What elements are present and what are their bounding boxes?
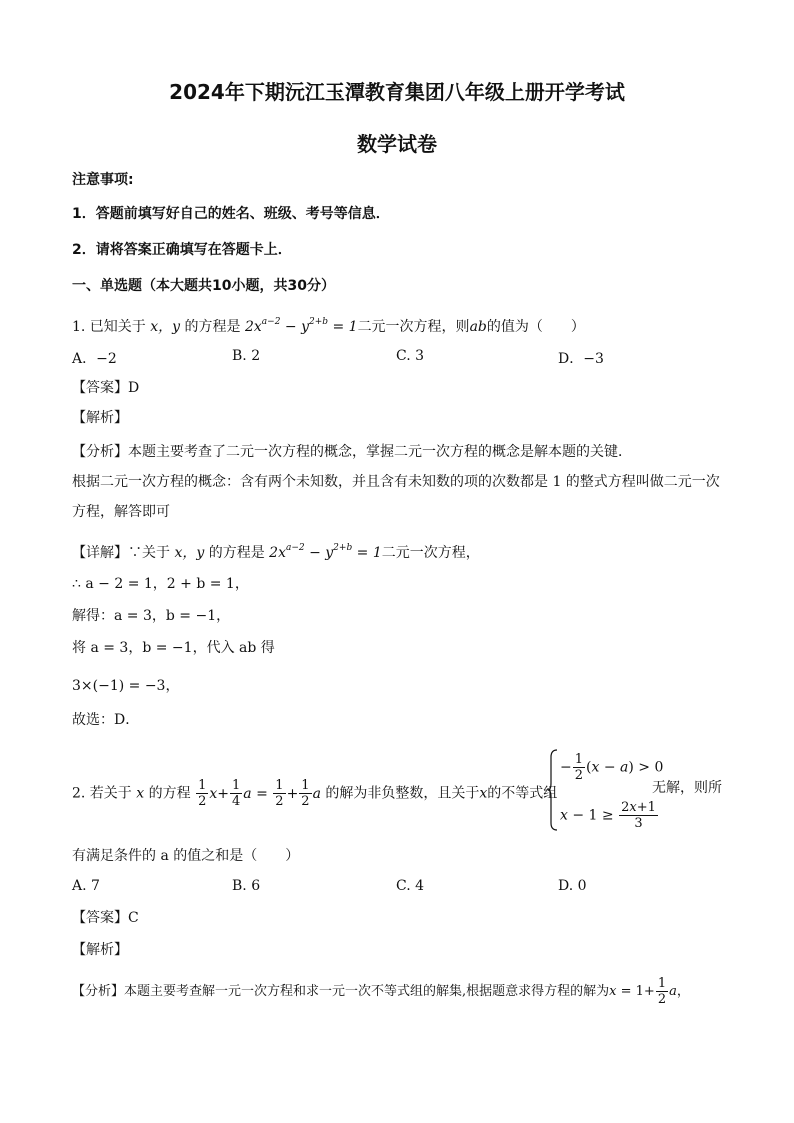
question-2-stem (72, 778, 557, 809)
q1-middle: 的方程是 (184, 319, 241, 335)
q1-detail-mid: 的方程是 (208, 545, 265, 561)
q1-ab: ab (469, 319, 487, 335)
q2-var-2: x (479, 785, 488, 802)
q2-mid1: 的方程 (148, 785, 191, 802)
q1-concept-line-1: 根据二元一次方程的概念：含有两个未知数，并且含有未知数的项的次数都是 1 的整式方程叫做二元一次 (72, 474, 720, 490)
q2-option-c: C. 4 (396, 878, 425, 894)
section-heading: 一、单选题（本大题共10小题，共30分） (72, 278, 335, 294)
q2-tail: 无解，则所 (652, 780, 722, 796)
q1-detail-tail: 二元一次方程， (381, 545, 480, 561)
q1-option-b: B. 2 (232, 348, 261, 364)
q1-answer: 【答案】D (72, 380, 140, 396)
q2-prefix: 2. 若关于 (72, 785, 132, 802)
q2-analysis-label: 【解析】 (72, 942, 128, 958)
q2-mid2: 的解为非负整数，且关于 (325, 785, 480, 802)
q1-after-eq: 二元一次方程，则 (357, 319, 470, 335)
q2-fenxi: 【分析】本题主要考查解一元一次方程和求一元一次不等式组的解集,根据题意求得方程的解为x = 1+ $\frac{1}{2}$ a， (72, 976, 690, 1007)
exam-subtitle: 数学试卷 (357, 132, 437, 156)
q1-step-4: 3×(−1) = −3， (72, 678, 180, 694)
q1-analysis-label: 【解析】 (72, 410, 128, 426)
q2-option-d: D. 0 (558, 878, 587, 894)
question-1-stem (72, 312, 585, 337)
q1-equation: $2x^{a-2} - y^{2+b} = 1$ (244, 317, 358, 335)
q2-fenxi-end: ， (676, 984, 690, 999)
q1-detail (72, 538, 480, 563)
notice-item-1: 1．答题前填写好自己的姓名、班级、考号等信息． (72, 206, 390, 222)
q1-prefix: 1. 已知关于 (72, 319, 146, 335)
inequality-1: − $\frac{1}{2}$ (x − a) > 0 (560, 752, 664, 783)
q1-detail-prefix: 【详解】∵关于 (72, 545, 170, 561)
q2-equation: $\frac{1}{2}$ x+ $\frac{1}{4}$ a = $\frac{1}{2}$ + $\frac{1}{2}$ a (198, 778, 321, 809)
q1-step-2: 解得：a = 3，b = −1， (72, 608, 231, 624)
q1-detail-equation: $2x^{a-2} - y^{2+b} = 1$ (269, 543, 382, 561)
q1-detail-vars: x，y (174, 545, 205, 561)
q2-option-a: A. 7 (72, 878, 100, 894)
notice-item-2: 2．请将答案正确填写在答题卡上． (72, 242, 292, 258)
q1-choose: 故选：D． (72, 712, 140, 728)
q2-var: x (136, 785, 145, 802)
exam-title: 2024年下期沅江玉潭教育集团八年级上册开学考试 (169, 80, 625, 104)
q1-vars: x，y (150, 319, 181, 335)
q1-concept-line-2: 方程，解答即可 (72, 504, 170, 520)
inequality-system-brace (548, 749, 558, 831)
q1-fenxi: 【分析】本题主要考查了二元一次方程的概念，掌握二元一次方程的概念是解本题的关键． (72, 444, 632, 460)
inequality-2: x − 1 ≥ $\frac{2x+1}{3}$ (560, 800, 656, 831)
q1-tail: 的值为（ ） (486, 319, 585, 335)
q2-fenxi-text: 【分析】本题主要考查解一元一次方程和求一元一次不等式组的解集,根据题意求得方程的解为 (72, 984, 610, 999)
q1-step-1: ∴ a − 2 = 1，2 + b = 1， (72, 576, 249, 592)
q1-option-d: D．−3 (558, 351, 604, 367)
notice-heading: 注意事项: (72, 172, 134, 188)
q1-option-c: C. 3 (396, 348, 425, 364)
q1-step-3: 将 a = 3，b = −1，代入 ab 得 (72, 640, 275, 656)
q2-line-2: 有满足条件的 a 的值之和是（ ） (72, 848, 300, 864)
q2-option-b: B. 6 (232, 878, 261, 894)
q1-option-a: A．−2 (72, 351, 117, 367)
q2-mid3: 的不等式组 (487, 785, 558, 802)
q2-answer: 【答案】C (72, 910, 139, 926)
